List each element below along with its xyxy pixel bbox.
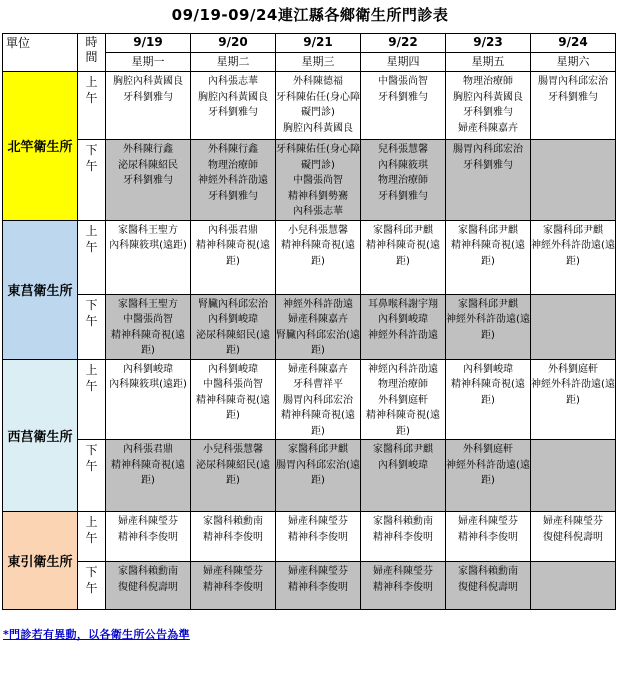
schedule-line: 精神科陳奇視(遠距): [196, 240, 270, 267]
schedule-line: 內科陳筱琪: [378, 159, 428, 171]
schedule-line: 家醫科邱尹麒: [458, 224, 518, 236]
period-morning-label: 上午: [78, 220, 106, 294]
schedule-line: 家醫科邱尹麒: [543, 224, 603, 236]
schedule-line: 神經外科許劭遠(遠距): [446, 459, 530, 486]
schedule-line: 內科劉峻瑋: [208, 314, 258, 325]
schedule-line: 家醫科王聖方: [118, 298, 178, 310]
schedule-cell: [531, 294, 616, 359]
time-column-label: 時間: [85, 35, 98, 64]
schedule-line: 泌尿科陳紹民(遠距): [196, 329, 270, 356]
schedule-line: 婦產科陳嘉卉: [288, 314, 348, 325]
schedule-cell: [531, 440, 616, 512]
beigan-am-row: [3, 72, 616, 140]
schedule-line: 精神科李俊明: [288, 531, 348, 543]
schedule-line: 家醫科邱尹麒: [288, 444, 348, 455]
day-date: 9/21: [276, 34, 361, 53]
schedule-line: 牙科劉雅勻: [548, 91, 598, 103]
schedule-line: 物理治療師: [208, 159, 258, 171]
schedule-cell: [531, 220, 616, 294]
schedule-cell: [361, 512, 446, 562]
schedule-line: 中醫張尚智: [378, 76, 428, 87]
schedule-cell: [276, 359, 361, 440]
schedule-line: 精神科陳奇視(遠距): [281, 410, 355, 437]
schedule-line: 內科張君鼎: [123, 444, 173, 455]
schedule-line: 內科張志華: [293, 206, 343, 217]
schedule-line: 精神科陳奇視(遠距): [366, 410, 440, 437]
unit-column-header: 單位: [3, 34, 78, 72]
station-name: 東引衛生所: [3, 512, 78, 610]
schedule-line: 神經外科許劭遠: [368, 329, 438, 341]
schedule-line: 兒科張慧馨: [378, 144, 428, 155]
schedule-line: 泌尿科陳紹民: [118, 159, 178, 171]
schedule-line: 外科劉庭軒: [378, 394, 428, 406]
dongju-am-row: [3, 220, 616, 294]
schedule-cell: [276, 72, 361, 140]
schedule-cell: [191, 359, 276, 440]
schedule-line: 精神科陳奇視(遠距): [451, 240, 525, 267]
schedule-line: 家醫科邱尹麒: [458, 298, 518, 310]
schedule-cell: [191, 72, 276, 140]
schedule-line: 婦產科陳瑩芬: [203, 566, 263, 577]
dongyin-pm-row: [3, 562, 616, 610]
schedule-line: 牙科劉雅勻: [463, 159, 513, 171]
schedule-line: 神經外科許劭遠: [283, 298, 353, 310]
period-morning-label: 上午: [78, 512, 106, 562]
schedule-line: 內科張君鼎: [208, 224, 258, 236]
schedule-cell: [361, 72, 446, 140]
schedule-line: 神經內科許劭遠: [368, 363, 438, 375]
schedule-line: 外科陳德福: [293, 76, 343, 87]
schedule-line: 內科陳筱琪(遠距): [109, 379, 187, 390]
schedule-line: 精神科李俊明: [458, 531, 518, 543]
period-afternoon-label: 下午: [78, 294, 106, 359]
schedule-cell: [446, 512, 531, 562]
schedule-cell: [446, 359, 531, 440]
schedule-line: 神經外科許劭遠(遠距): [531, 379, 615, 406]
day-date: 9/20: [191, 34, 276, 53]
period-morning-label: 上午: [78, 72, 106, 140]
schedule-line: 物理治療師: [463, 76, 513, 87]
schedule-line: 腎臟內科邱宏治: [198, 298, 268, 310]
schedule-cell: [361, 220, 446, 294]
schedule-line: 復健科倪壽明: [118, 581, 178, 593]
schedule-line: 內科劉峻瑋: [208, 363, 258, 375]
schedule-line: 神經外科許劭遠(遠距): [531, 240, 615, 267]
dongyin-am-row: [3, 512, 616, 562]
schedule-cell: [531, 512, 616, 562]
schedule-cell: [361, 359, 446, 440]
schedule-line: 婦產科陳嘉卉: [458, 122, 518, 134]
schedule-cell: [106, 140, 191, 221]
schedule-cell: [106, 512, 191, 562]
schedule-line: 精神科陳奇視(遠距): [111, 329, 185, 356]
schedule-cell: [106, 294, 191, 359]
schedule-line: 物理治療師: [378, 175, 428, 186]
schedule-cell: [531, 562, 616, 610]
schedule-line: 牙科劉雅勻: [123, 175, 173, 186]
schedule-line: 外科陳行鑫: [123, 144, 173, 155]
schedule-line: 精神科劉勢騫: [288, 190, 348, 202]
schedule-line: 家醫科邱尹麒: [373, 224, 433, 236]
schedule-line: 胸腔內科黃國良: [198, 91, 268, 103]
schedule-line: 婦產科陳瑩芬: [118, 516, 178, 527]
schedule-line: 婦產科陳瑩芬: [458, 516, 518, 527]
schedule-cell: [361, 294, 446, 359]
schedule-line: 精神科李俊明: [373, 531, 433, 543]
day-weekday: 星期四: [361, 53, 446, 72]
schedule-line: 牙科陳佑任(身心障礙門診): [276, 144, 360, 171]
schedule-cell: [276, 140, 361, 221]
schedule-line: 精神科陳奇視(遠距): [451, 379, 525, 406]
schedule-cell: [106, 440, 191, 512]
schedule-line: 家醫科賴勳南: [118, 566, 178, 577]
schedule-line: 精神科陳奇視(遠距): [366, 240, 440, 267]
time-column-header: [78, 34, 106, 72]
schedule-line: 耳鼻喉科謝宇翔: [368, 298, 438, 310]
schedule-line: 精神科李俊明: [288, 581, 348, 593]
schedule-line: 神經外科許劭遠: [198, 175, 268, 186]
schedule-line: 牙科劉雅勻: [123, 91, 173, 103]
schedule-line: 復健科倪壽明: [543, 531, 603, 543]
schedule-line: 牙科劉雅勻: [378, 91, 428, 103]
schedule-cell: [446, 220, 531, 294]
schedule-cell: [446, 140, 531, 221]
schedule-line: 牙科劉雅勻: [208, 107, 258, 118]
schedule-cell: [361, 562, 446, 610]
schedule-line: 精神科李俊明: [373, 581, 433, 593]
schedule-line: 內科劉峻瑋: [378, 314, 428, 325]
schedule-cell: [361, 440, 446, 512]
schedule-cell: [276, 294, 361, 359]
schedule-line: 外科陳行鑫: [208, 144, 258, 155]
schedule-cell: [276, 512, 361, 562]
schedule-cell: [531, 140, 616, 221]
schedule-line: 牙科劉雅勻: [463, 107, 513, 118]
schedule-line: 胸腔內科黃國良: [113, 76, 183, 87]
schedule-cell: [106, 72, 191, 140]
beigan-pm-row: [3, 140, 616, 221]
station-name: 北竿衛生所: [3, 72, 78, 221]
schedule-cell: [191, 562, 276, 610]
day-date: 9/24: [531, 34, 616, 53]
schedule-line: 家醫科王聖方: [118, 224, 178, 236]
schedule-line: 家醫科賴勳南: [203, 516, 263, 527]
schedule-line: 婦產科陳瑩芬: [288, 516, 348, 527]
schedule-cell: [446, 294, 531, 359]
schedule-line: 精神科陳奇視(遠距): [196, 394, 270, 421]
schedule-line: 內科劉峻瑋: [463, 363, 513, 375]
schedule-cell: [446, 440, 531, 512]
xiju-am-row: [3, 359, 616, 440]
day-weekday: 星期六: [531, 53, 616, 72]
station-name: 東莒衛生所: [3, 220, 78, 359]
schedule-cell: [106, 359, 191, 440]
schedule-line: 婦產科陳嘉卉: [288, 363, 348, 375]
footnote: *門診若有異動，以各衛生所公告為準: [3, 628, 190, 641]
schedule-line: 外科劉庭軒: [548, 363, 598, 375]
schedule-line: 泌尿科陳紹民(遠距): [196, 459, 270, 486]
schedule-line: 牙科劉雅勻: [208, 190, 258, 202]
schedule-line: 神經外科許劭遠(遠距): [446, 314, 530, 341]
schedule-cell: [106, 562, 191, 610]
schedule-line: 婦產科陳瑩芬: [288, 566, 348, 577]
schedule-line: 小兒科張慧馨: [203, 444, 263, 455]
schedule-cell: [531, 359, 616, 440]
schedule-line: 腸胃內科邱宏治: [453, 144, 523, 155]
schedule-line: 精神科陳奇視(遠距): [111, 459, 185, 486]
schedule-line: 中醫張尚智: [293, 175, 343, 186]
schedule-line: 胸腔內科黃國良: [283, 122, 353, 134]
day-weekday: 星期二: [191, 53, 276, 72]
schedule-cell: [191, 512, 276, 562]
schedule-line: 腸胃內科邱宏治: [283, 394, 353, 406]
day-date: 9/19: [106, 34, 191, 53]
dongju-pm-row: [3, 294, 616, 359]
schedule-line: 婦產科陳瑩芬: [543, 516, 603, 527]
schedule-line: 牙科曹祥平: [293, 379, 343, 390]
schedule-cell: [106, 220, 191, 294]
schedule-line: 精神科李俊明: [118, 531, 178, 543]
schedule-line: 婦產科陳瑩芬: [373, 566, 433, 577]
schedule-line: 胸腔內科黃國良: [453, 91, 523, 103]
schedule-line: 牙科劉雅勻: [378, 190, 428, 202]
day-weekday: 星期五: [446, 53, 531, 72]
schedule-line: 內科劉峻瑋: [123, 363, 173, 375]
schedule-line: 外科劉庭軒: [463, 444, 513, 455]
schedule-cell: [191, 440, 276, 512]
xiju-pm-row: [3, 440, 616, 512]
schedule-line: 精神科陳奇視(遠距): [281, 240, 355, 267]
page-title: 09/19-09/24連江縣各鄉衛生所門診表: [171, 6, 449, 24]
schedule-cell: [191, 220, 276, 294]
clinic-schedule-table: [2, 33, 616, 610]
period-morning-label: 上午: [78, 359, 106, 440]
schedule-line: 腸胃內科邱宏治(遠距): [276, 459, 360, 486]
schedule-cell: [446, 72, 531, 140]
schedule-line: 腸胃內科邱宏治: [538, 76, 608, 87]
schedule-line: 中醫科張尚智: [203, 379, 263, 390]
day-date: 9/22: [361, 34, 446, 53]
day-date: 9/23: [446, 34, 531, 53]
period-afternoon-label: 下午: [78, 562, 106, 610]
schedule-line: 內科張志華: [208, 76, 258, 87]
schedule-line: 中醫張尚智: [123, 314, 173, 325]
period-afternoon-label: 下午: [78, 440, 106, 512]
schedule-line: 家醫科賴勳南: [373, 516, 433, 527]
day-weekday: 星期三: [276, 53, 361, 72]
schedule-line: 腎臟內科邱宏治(遠距): [276, 329, 360, 356]
day-weekday: 星期一: [106, 53, 191, 72]
schedule-line: 家醫科賴勳南: [458, 566, 518, 577]
schedule-cell: [361, 140, 446, 221]
schedule-cell: [191, 140, 276, 221]
schedule-cell: [531, 72, 616, 140]
schedule-line: 牙科陳佑任(身心障礙門診): [276, 91, 360, 118]
schedule-line: 復健科倪壽明: [458, 581, 518, 593]
schedule-line: 精神科李俊明: [203, 531, 263, 543]
period-afternoon-label: 下午: [78, 140, 106, 221]
schedule-line: 精神科李俊明: [203, 581, 263, 593]
schedule-line: 內科陳筱琪(遠距): [109, 240, 187, 251]
header-date-row: [3, 34, 616, 53]
schedule-line: 小兒科張慧馨: [288, 224, 348, 236]
schedule-line: 內科劉峻瑋: [378, 459, 428, 471]
station-name: 西莒衛生所: [3, 359, 78, 512]
schedule-cell: [446, 562, 531, 610]
schedule-cell: [276, 562, 361, 610]
schedule-line: 家醫科邱尹麒: [373, 444, 433, 455]
schedule-cell: [191, 294, 276, 359]
schedule-line: 物理治療師: [378, 379, 428, 390]
schedule-cell: [276, 440, 361, 512]
schedule-cell: [276, 220, 361, 294]
